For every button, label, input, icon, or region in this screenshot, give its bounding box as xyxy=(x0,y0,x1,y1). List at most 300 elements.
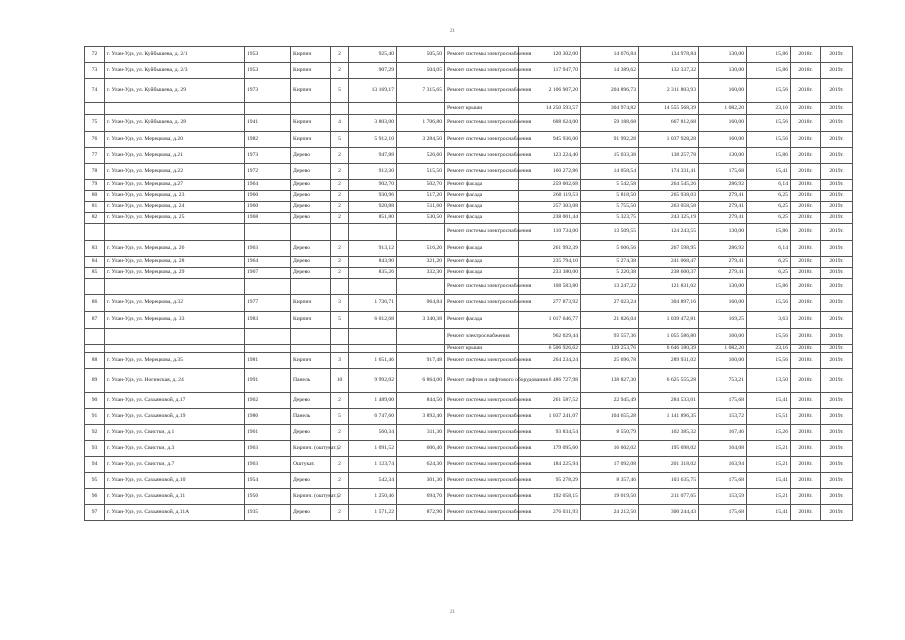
cell-year: 1991 xyxy=(245,369,291,393)
table-row xyxy=(85,457,853,473)
table-row xyxy=(85,295,853,312)
table-row xyxy=(85,257,853,268)
cell-rate: 23,16 xyxy=(747,103,791,115)
cell-total-cost: 1 039 472,81 xyxy=(639,312,699,329)
cell-total-cost: 211 077,65 xyxy=(639,489,699,505)
cell-living-area: 511,60 xyxy=(397,202,445,213)
cell-material: Дерево xyxy=(291,473,331,489)
cell-end-year: 2019г. xyxy=(821,393,853,409)
cell-unit-cost: 279,41 xyxy=(699,257,747,268)
cell-living-area: 311,30 xyxy=(397,425,445,441)
cell-number: 94 xyxy=(85,457,105,473)
cell-address: г. Улан-Удэ, ул. Куйбышева, д. 2/1 xyxy=(105,47,245,63)
cell-work-type: Ремонт фасада xyxy=(445,180,519,191)
cell-year: 1941 xyxy=(245,115,291,132)
cell-address xyxy=(105,279,245,295)
cell-floors: 2 xyxy=(331,63,349,79)
cell-material: Дерево xyxy=(291,202,331,213)
cell-work-type: Ремонт фасада xyxy=(445,257,519,268)
cell-cost: 179 095,60 xyxy=(519,441,581,457)
cell-work-type: Ремонт фасада xyxy=(445,268,519,279)
cell-number: 89 xyxy=(85,369,105,393)
cell-floors xyxy=(331,329,349,345)
cell-total-cost: 304 897,16 xyxy=(639,295,699,312)
cell-floors: 3 xyxy=(331,353,349,369)
cell-start-year: 2018г. xyxy=(791,257,821,268)
cell-number: 75 xyxy=(85,115,105,132)
cell-living-area: 1 706,80 xyxy=(397,115,445,132)
cell-material: Кирпич. (оштукат.) xyxy=(291,489,331,505)
cell-total-area: 3 803,00 xyxy=(349,115,397,132)
cell-start-year: 2018г. xyxy=(791,132,821,148)
cell-number xyxy=(85,279,105,295)
cell-rate: 15,86 xyxy=(747,224,791,241)
cell-rate: 15,51 xyxy=(747,409,791,425)
cell-living-area: 504,05 xyxy=(397,63,445,79)
cell-end-year: 2019г. xyxy=(821,132,853,148)
cell-floors: 2 xyxy=(331,213,349,224)
cell-number: 97 xyxy=(85,505,105,521)
cell-rate: 23,16 xyxy=(747,345,791,353)
table-row xyxy=(85,312,853,329)
table-row xyxy=(85,409,853,425)
cell-floors: 5 xyxy=(331,409,349,425)
cell-unit-cost: 160,00 xyxy=(699,132,747,148)
table-row xyxy=(85,79,853,103)
cell-material xyxy=(291,329,331,345)
cell-material: Кирпич xyxy=(291,312,331,329)
cell-rate: 15,86 xyxy=(747,148,791,164)
cell-control-cost: 8 550,79 xyxy=(581,425,639,441)
cell-floors xyxy=(331,224,349,241)
cell-material: Дерево xyxy=(291,191,331,202)
cell-total-cost: 238 600,37 xyxy=(639,268,699,279)
cell-cost: 259 002,68 xyxy=(519,180,581,191)
cell-rate: 6,25 xyxy=(747,268,791,279)
cell-cost: 123 224,40 xyxy=(519,148,581,164)
cell-rate: 13,50 xyxy=(747,369,791,393)
cell-work-type: Ремонт фасада xyxy=(445,191,519,202)
cell-floors xyxy=(331,345,349,353)
cell-floors: 2 xyxy=(331,441,349,457)
table-row xyxy=(85,202,853,213)
cell-year: 1964 xyxy=(245,180,291,191)
cell-floors: 2 xyxy=(331,393,349,409)
cell-total-cost: 264 545,26 xyxy=(639,180,699,191)
cell-address: г. Улан-Удэ, ул. Сахьяновой, д.11 xyxy=(105,489,245,505)
cell-end-year: 2019г. xyxy=(821,164,853,180)
cell-control-cost: 5 274,38 xyxy=(581,257,639,268)
cell-start-year: 2018г. xyxy=(791,473,821,489)
cell-unit-cost: 130,00 xyxy=(699,47,747,63)
cell-cost: 261 587,52 xyxy=(519,393,581,409)
cell-year: 1960 xyxy=(245,191,291,202)
cell-work-type: Ремонт системы электроснабжения xyxy=(445,441,519,457)
cell-work-type: Ремонт электроснабжения xyxy=(445,329,519,345)
cell-work-type: Ремонт фасада xyxy=(445,213,519,224)
cell-address xyxy=(105,224,245,241)
table-row xyxy=(85,345,853,353)
cell-year: 1980 xyxy=(245,409,291,425)
cell-cost: 14 250 593,57 xyxy=(519,103,581,115)
cell-unit-cost: 130,00 xyxy=(699,224,747,241)
cell-cost: 117 947,70 xyxy=(519,63,581,79)
table-row xyxy=(85,213,853,224)
cell-control-cost: 5 323,75 xyxy=(581,213,639,224)
cell-control-cost: 13 247,22 xyxy=(581,279,639,295)
cell-living-area xyxy=(397,224,445,241)
page-number-bottom: 21 xyxy=(450,610,455,615)
cell-control-cost: 304 974,82 xyxy=(581,103,639,115)
cell-end-year: 2019г. xyxy=(821,257,853,268)
cell-control-cost: 91 992,28 xyxy=(581,132,639,148)
cell-total-area: 1 250,46 xyxy=(349,489,397,505)
cell-material: Дерево xyxy=(291,268,331,279)
cell-total-area: 1 651,46 xyxy=(349,353,397,369)
cell-cost: 608 624,00 xyxy=(519,115,581,132)
cell-year: 1982 xyxy=(245,132,291,148)
cell-cost: 93 834,54 xyxy=(519,425,581,441)
cell-address: г. Улан-Удэ, ул. Мерецкова, д.35 xyxy=(105,353,245,369)
cell-total-cost: 263 058,58 xyxy=(639,202,699,213)
cell-total-cost: 195 698,02 xyxy=(639,441,699,457)
cell-material: Дерево xyxy=(291,164,331,180)
cell-control-cost: 13 509,55 xyxy=(581,224,639,241)
cell-unit-cost: 279,41 xyxy=(699,191,747,202)
cell-floors: 10 xyxy=(331,369,349,393)
cell-living-area: 516,20 xyxy=(397,241,445,257)
cell-work-type: Ремонт системы электроснабжения xyxy=(445,457,519,473)
cell-unit-cost: 1 082,20 xyxy=(699,345,747,353)
cell-start-year: 2018г. xyxy=(791,180,821,191)
cell-living-area: 321,20 xyxy=(397,257,445,268)
cell-living-area: 3 892,40 xyxy=(397,409,445,425)
cell-total-area: 6 747,60 xyxy=(349,409,397,425)
cell-work-type: Ремонт системы электроснабжения xyxy=(445,489,519,505)
cell-start-year: 2018г. xyxy=(791,457,821,473)
cell-total-cost: 300 244,43 xyxy=(639,505,699,521)
cell-total-cost: 132 337,32 xyxy=(639,63,699,79)
cell-total-area: 6 012,68 xyxy=(349,312,397,329)
cell-control-cost: 5 220,38 xyxy=(581,268,639,279)
cell-year: 1953 xyxy=(245,63,291,79)
cell-end-year: 2019г. xyxy=(821,369,853,393)
cell-floors: 2 xyxy=(331,425,349,441)
cell-rate: 15,56 xyxy=(747,329,791,345)
cell-control-cost: 14 058,54 xyxy=(581,164,639,180)
cell-number: 81 xyxy=(85,202,105,213)
cell-total-cost: 265 938,03 xyxy=(639,191,699,202)
cell-material: Кирпич xyxy=(291,353,331,369)
cell-control-cost: 59 188,68 xyxy=(581,115,639,132)
cell-address: г. Улан-Удэ, ул. Мерецкова, д. 33 xyxy=(105,312,245,329)
page-number-top: 21 xyxy=(450,29,455,34)
cell-control-cost: 5 542,58 xyxy=(581,180,639,191)
cell-total-area: 9 992,02 xyxy=(349,369,397,393)
table-row xyxy=(85,180,853,191)
cell-cost: 120 302,00 xyxy=(519,47,581,63)
cell-unit-cost: 130,00 xyxy=(699,63,747,79)
cell-address: г. Улан-Удэ, ул. Мерецкова, д. 23 xyxy=(105,191,245,202)
cell-control-cost: 8 357,46 xyxy=(581,473,639,489)
cell-start-year: 2018г. xyxy=(791,369,821,393)
cell-work-type: Ремонт системы электроснабжения xyxy=(445,279,519,295)
cell-work-type: Ремонт системы электроснабжения xyxy=(445,132,519,148)
cell-start-year: 2018г. xyxy=(791,47,821,63)
cell-start-year: 2018г. xyxy=(791,409,821,425)
cell-work-type: Ремонт системы электроснабжения xyxy=(445,473,519,489)
cell-total-cost: 138 257,78 xyxy=(639,148,699,164)
cell-total-area: 560,34 xyxy=(349,425,397,441)
cell-cost: 95 278,29 xyxy=(519,473,581,489)
cell-rate: 15,56 xyxy=(747,115,791,132)
cell-total-area: 947,88 xyxy=(349,148,397,164)
cell-end-year: 2019г. xyxy=(821,180,853,191)
cell-rate: 15,56 xyxy=(747,295,791,312)
cell-address: г. Улан-Удэ, ул. Свистки, д.1 xyxy=(105,425,245,441)
cell-floors: 2 xyxy=(331,148,349,164)
cell-unit-cost: 130,00 xyxy=(699,148,747,164)
cell-total-area: 1 489,00 xyxy=(349,393,397,409)
cell-number xyxy=(85,345,105,353)
cell-rate: 15,86 xyxy=(747,279,791,295)
cell-total-area: 13 169,17 xyxy=(349,79,397,103)
cell-material: Кирпич xyxy=(291,295,331,312)
cell-number: 77 xyxy=(85,148,105,164)
cell-address xyxy=(105,329,245,345)
cell-start-year: 2018г. xyxy=(791,164,821,180)
cell-control-cost: 25 696,78 xyxy=(581,353,639,369)
cell-cost: 110 734,00 xyxy=(519,224,581,241)
cell-living-area xyxy=(397,279,445,295)
cell-address: г. Улан-Удэ, ул. Мерецкова, д. 29 xyxy=(105,268,245,279)
cell-floors: 3 xyxy=(331,295,349,312)
cell-number: 84 xyxy=(85,257,105,268)
cell-year: 1961 xyxy=(245,425,291,441)
cell-material: Дерево xyxy=(291,241,331,257)
cell-unit-cost: 160,00 xyxy=(699,79,747,103)
cell-unit-cost: 279,41 xyxy=(699,202,747,213)
cell-cost: 2 106 907,20 xyxy=(519,79,581,103)
cell-work-type: Ремонт системы электроснабжения xyxy=(445,47,519,63)
cell-control-cost: 21 826,04 xyxy=(581,312,639,329)
cell-unit-cost: 753,21 xyxy=(699,369,747,393)
cell-living-area: 7 315,65 xyxy=(397,79,445,103)
table-row xyxy=(85,425,853,441)
cell-start-year: 2018г. xyxy=(791,115,821,132)
cell-total-cost: 241 068,47 xyxy=(639,257,699,268)
cell-number: 78 xyxy=(85,164,105,180)
table-row xyxy=(85,164,853,180)
cell-total-cost: 124 243,55 xyxy=(639,224,699,241)
cell-start-year: 2018г. xyxy=(791,393,821,409)
table-row xyxy=(85,132,853,148)
cell-address: г. Улан-Удэ, ул. Сахьяновой, д.10 xyxy=(105,473,245,489)
cell-cost: 1 017 646,77 xyxy=(519,312,581,329)
cell-rate: 15,56 xyxy=(747,353,791,369)
cell-start-year: 2018г. xyxy=(791,268,821,279)
cell-rate: 15,41 xyxy=(747,473,791,489)
cell-cost: 160 272,86 xyxy=(519,164,581,180)
cell-total-area: 542,34 xyxy=(349,473,397,489)
cell-unit-cost: 130,00 xyxy=(699,279,747,295)
cell-control-cost: 27 023,24 xyxy=(581,295,639,312)
cell-total-cost: 243 325,19 xyxy=(639,213,699,224)
cell-rate: 6,25 xyxy=(747,257,791,268)
cell-living-area: 502,70 xyxy=(397,180,445,191)
cell-address: г. Улан-Удэ, ул. Мерецкова, д. 26 xyxy=(105,241,245,257)
cell-floors: 2 xyxy=(331,457,349,473)
cell-control-cost: 14 676,84 xyxy=(581,47,639,63)
cell-control-cost: 19 019,50 xyxy=(581,489,639,505)
cell-address: г. Улан-Удэ, ул. Сахьяновой, д.11А xyxy=(105,505,245,521)
cell-total-cost: 201 318,02 xyxy=(639,457,699,473)
cell-work-type: Ремонт лифтов и лифтового оборудования xyxy=(445,369,519,393)
cell-rate: 15,41 xyxy=(747,393,791,409)
table-row xyxy=(85,353,853,369)
cell-number: 73 xyxy=(85,63,105,79)
table-row xyxy=(85,473,853,489)
cell-end-year: 2019г. xyxy=(821,202,853,213)
cell-end-year: 2019г. xyxy=(821,268,853,279)
cell-floors xyxy=(331,279,349,295)
cell-year xyxy=(245,279,291,295)
cell-control-cost: 93 557,36 xyxy=(581,329,639,345)
cell-total-area xyxy=(349,345,397,353)
cell-work-type: Ремонт системы электроснабжения xyxy=(445,425,519,441)
cell-rate: 6,14 xyxy=(747,241,791,257)
cell-control-cost: 22 945,49 xyxy=(581,393,639,409)
cell-unit-cost: 160,00 xyxy=(699,295,747,312)
cell-year xyxy=(245,345,291,353)
cell-unit-cost: 175,68 xyxy=(699,505,747,521)
cell-work-type: Ремонт системы электроснабжения xyxy=(445,164,519,180)
cell-end-year: 2019г. xyxy=(821,47,853,63)
table-row xyxy=(85,103,853,115)
cell-year: 1960 xyxy=(245,202,291,213)
cell-year: 1983 xyxy=(245,312,291,329)
cell-total-cost: 6 625 555,28 xyxy=(639,369,699,393)
cell-unit-cost: 160,00 xyxy=(699,353,747,369)
cell-rate: 15,26 xyxy=(747,425,791,441)
cell-material: Дерево xyxy=(291,505,331,521)
cell-start-year: 2018г. xyxy=(791,79,821,103)
cell-number: 72 xyxy=(85,47,105,63)
cell-start-year: 2018г. xyxy=(791,63,821,79)
cell-address: г. Улан-Удэ, ул. Свистки, д.7 xyxy=(105,457,245,473)
cell-address: г. Улан-Удэ, ул. Мерецкова, д.27 xyxy=(105,180,245,191)
cell-material: Кирпич xyxy=(291,79,331,103)
cell-end-year: 2019г. xyxy=(821,353,853,369)
cell-address xyxy=(105,345,245,353)
cell-unit-cost: 153,72 xyxy=(699,409,747,425)
cell-unit-cost: 164,08 xyxy=(699,441,747,457)
cell-year: 1981 xyxy=(245,353,291,369)
table-row xyxy=(85,241,853,257)
cell-year: 1954 xyxy=(245,473,291,489)
cell-year xyxy=(245,329,291,345)
cell-address: г. Улан-Удэ, ул. Мерецкова, д. 28 xyxy=(105,257,245,268)
cell-floors: 2 xyxy=(331,191,349,202)
cell-total-area: 1 091,52 xyxy=(349,441,397,457)
cell-cost: 260 119,53 xyxy=(519,191,581,202)
cell-start-year: 2018г. xyxy=(791,202,821,213)
cell-address: г. Улан-Удэ, ул. Свистки, д.3 xyxy=(105,441,245,457)
cell-control-cost: 5 755,50 xyxy=(581,202,639,213)
cell-start-year: 2018г. xyxy=(791,224,821,241)
cell-end-year: 2019г. xyxy=(821,505,853,521)
cell-total-area: 1 571,22 xyxy=(349,505,397,521)
cell-unit-cost: 279,41 xyxy=(699,268,747,279)
cell-material: Кирпич. (оштукат.) xyxy=(291,441,331,457)
cell-start-year: 2018г. xyxy=(791,279,821,295)
table-row xyxy=(85,441,853,457)
cell-living-area: 917,48 xyxy=(397,353,445,369)
cell-end-year: 2019г. xyxy=(821,224,853,241)
cell-floors: 2 xyxy=(331,241,349,257)
cell-address: г. Улан-Удэ, ул. Ногинская, д. 24 xyxy=(105,369,245,393)
cell-total-area: 843,90 xyxy=(349,257,397,268)
cell-unit-cost: 279,41 xyxy=(699,213,747,224)
cell-total-cost: 1 141 896,35 xyxy=(639,409,699,425)
cell-total-cost: 14 555 568,39 xyxy=(639,103,699,115)
cell-year: 1973 xyxy=(245,79,291,103)
cell-total-area: 851,80 xyxy=(349,213,397,224)
cell-total-area: 920,88 xyxy=(349,202,397,213)
cell-floors: 2 xyxy=(331,268,349,279)
cell-address: г. Улан-Удэ, ул. Мерецкова, д. 24 xyxy=(105,202,245,213)
cell-end-year: 2019г. xyxy=(821,79,853,103)
cell-start-year: 2018г. xyxy=(791,148,821,164)
cell-total-cost: 667 812,68 xyxy=(639,115,699,132)
cell-living-area: 6 864,00 xyxy=(397,369,445,393)
cell-rate: 15,56 xyxy=(747,79,791,103)
cell-cost: 945 936,00 xyxy=(519,132,581,148)
cell-material xyxy=(291,103,331,115)
cell-year: 1962 xyxy=(245,393,291,409)
cell-control-cost: 139 253,76 xyxy=(581,345,639,353)
cell-year xyxy=(245,103,291,115)
cell-total-cost: 2 311 803,93 xyxy=(639,79,699,103)
cell-living-area: 844,50 xyxy=(397,393,445,409)
cell-number xyxy=(85,224,105,241)
cell-end-year: 2019г. xyxy=(821,457,853,473)
cell-control-cost: 104 655,28 xyxy=(581,409,639,425)
cell-start-year: 2018г. xyxy=(791,312,821,329)
cell-total-cost: 267 598,95 xyxy=(639,241,699,257)
cell-cost: 1 037 241,07 xyxy=(519,409,581,425)
cell-living-area: 505,50 xyxy=(397,47,445,63)
cell-rate: 15,56 xyxy=(747,132,791,148)
cell-cost: 184 225,94 xyxy=(519,457,581,473)
cell-total-cost: 121 831,02 xyxy=(639,279,699,295)
cell-address: г. Улан-Удэ, ул. Сахьяновой, д.19 xyxy=(105,409,245,425)
cell-floors: 2 xyxy=(331,505,349,521)
table-row xyxy=(85,393,853,409)
cell-floors: 4 xyxy=(331,115,349,132)
cell-material: Кирпич xyxy=(291,47,331,63)
cell-rate: 15,21 xyxy=(747,457,791,473)
cell-address: г. Улан-Удэ, ул. Сахьяновой, д.17 xyxy=(105,393,245,409)
cell-unit-cost: 169,25 xyxy=(699,312,747,329)
cell-unit-cost: 286,92 xyxy=(699,241,747,257)
table-row xyxy=(85,63,853,79)
cell-floors: 2 xyxy=(331,473,349,489)
cell-cost: 108 583,80 xyxy=(519,279,581,295)
cell-year: 1967 xyxy=(245,268,291,279)
cell-living-area xyxy=(397,103,445,115)
cell-control-cost: 17 092,08 xyxy=(581,457,639,473)
